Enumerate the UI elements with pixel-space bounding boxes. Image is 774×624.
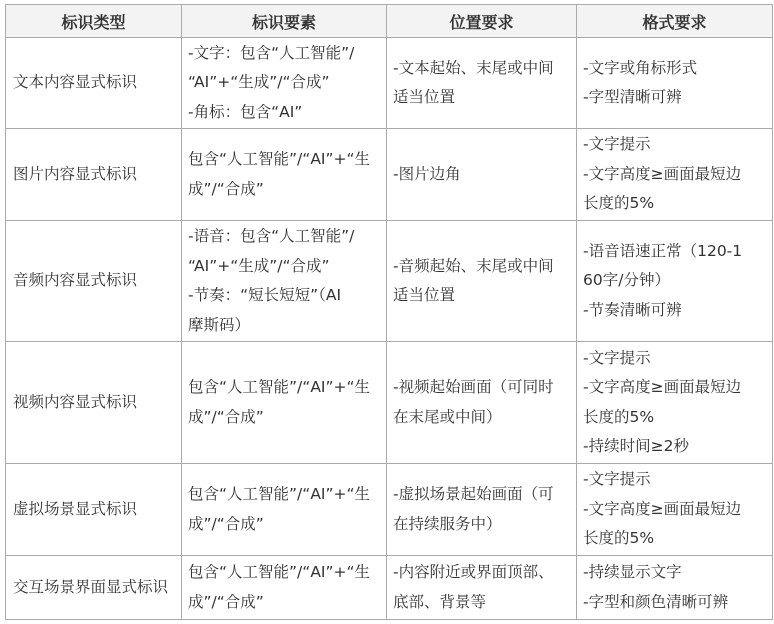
label-type-text: 虚拟场景显式标识 <box>13 499 138 518</box>
position-line: -图片边角 <box>393 164 461 183</box>
header-format-requirements: 格式要求 <box>577 5 773 38</box>
label-type-cell <box>6 221 182 342</box>
format-cell <box>577 464 773 556</box>
label-elements-line: -语音：包含“人工智能”/ <box>188 227 355 245</box>
table-row <box>6 342 773 464</box>
label-elements-cell <box>182 342 387 464</box>
label-elements-cell <box>182 556 387 620</box>
header-label-type: 标识类型 <box>6 5 182 38</box>
label-type-text: 音频内容显式标识 <box>13 271 138 290</box>
table-row <box>6 221 773 342</box>
table-header-row <box>6 5 773 38</box>
position-line: -文本起始、末尾或中间 <box>393 58 554 77</box>
label-elements-cell <box>182 464 387 556</box>
format-line: -字型清晰可辨 <box>583 88 682 106</box>
format-line: -文字提示 <box>583 470 651 489</box>
label-type-text: 图片内容显式标识 <box>13 164 138 183</box>
label-elements-line: -节奏：“短长短短”（AI <box>188 286 342 304</box>
format-line: -持续时间≥2秒 <box>583 437 689 455</box>
label-type-cell <box>6 129 182 221</box>
label-elements-cell <box>182 129 387 221</box>
position-cell <box>387 129 577 221</box>
label-type-cell <box>6 342 182 464</box>
label-type-cell <box>6 464 182 556</box>
label-elements-line: “AI”+“生成”/“合成” <box>188 73 330 92</box>
position-cell <box>387 221 577 342</box>
table-row <box>6 464 773 556</box>
format-line: -文字高度≥画面最短边 <box>583 164 742 183</box>
label-type-cell <box>6 556 182 620</box>
label-elements-line: 摩斯码） <box>188 315 251 334</box>
format-line: -文字或角标形式 <box>583 58 698 77</box>
label-elements-line: 包含“人工智能”/“AI”+“生 <box>188 485 371 503</box>
position-line: 在持续服务中） <box>393 514 502 533</box>
format-line: -文字高度≥画面最短边 <box>583 378 742 396</box>
position-cell <box>387 464 577 556</box>
format-cell <box>577 38 773 129</box>
label-elements-line: 包含“人工智能”/“AI”+“生 <box>188 378 371 396</box>
format-line: -文字提示 <box>583 348 651 367</box>
header-label-elements: 标识要素 <box>182 5 387 38</box>
position-line: -虚拟场景起始画面（可 <box>393 485 554 503</box>
format-line: 60字/分钟） <box>583 271 670 290</box>
format-line: -文字高度≥画面最短边 <box>583 499 742 518</box>
position-line: 底部、背景等 <box>393 592 487 611</box>
label-type-text: 视频内容显式标识 <box>13 392 138 411</box>
label-elements-line: 包含“人工智能”/“AI”+“生 <box>188 150 371 168</box>
label-elements-line: 成”/“合成” <box>188 407 264 426</box>
ai-labeling-requirements-table <box>5 4 773 620</box>
format-cell <box>577 342 773 464</box>
label-elements-cell <box>182 38 387 129</box>
position-line: 适当位置 <box>393 286 456 304</box>
format-line: -字型和颜色清晰可辨 <box>583 592 729 611</box>
format-line: -持续显示文字 <box>583 563 682 581</box>
label-elements-line: 成”/“合成” <box>188 592 264 611</box>
position-line: -内容附近或界面顶部、 <box>393 563 554 581</box>
table-row <box>6 129 773 221</box>
position-line: -音频起始、末尾或中间 <box>393 256 554 275</box>
label-type-text: 文本内容显式标识 <box>13 73 138 92</box>
label-elements-line: -文字：包含“人工智能”/ <box>188 43 355 62</box>
label-type-text: 交互场景界面显式标识 <box>13 577 169 596</box>
table-row <box>6 38 773 129</box>
label-type-cell <box>6 38 182 129</box>
format-cell <box>577 556 773 620</box>
position-line: -视频起始画面（可同时 <box>393 378 554 396</box>
header-position-requirements: 位置要求 <box>387 5 577 38</box>
position-line: 在末尾或中间） <box>393 407 502 426</box>
format-line: -文字提示 <box>583 135 651 154</box>
label-elements-cell <box>182 221 387 342</box>
format-cell <box>577 221 773 342</box>
format-line: 长度的5% <box>583 194 655 213</box>
label-elements-line: -角标：包含“AI” <box>188 102 303 121</box>
position-cell <box>387 556 577 620</box>
format-line: 长度的5% <box>583 407 655 426</box>
format-cell <box>577 129 773 221</box>
table-row <box>6 556 773 620</box>
format-line: 长度的5% <box>583 529 655 548</box>
format-line: -节奏清晰可辨 <box>583 300 682 319</box>
position-line: 适当位置 <box>393 88 456 106</box>
label-elements-line: 成”/“合成” <box>188 179 264 198</box>
position-cell <box>387 38 577 129</box>
label-elements-line: 包含“人工智能”/“AI”+“生 <box>188 563 371 581</box>
label-elements-line: 成”/“合成” <box>188 514 264 533</box>
format-line: -语音语速正常（120-1 <box>583 241 743 260</box>
label-elements-line: “AI”+“生成”/“合成” <box>188 256 330 275</box>
position-cell <box>387 342 577 464</box>
